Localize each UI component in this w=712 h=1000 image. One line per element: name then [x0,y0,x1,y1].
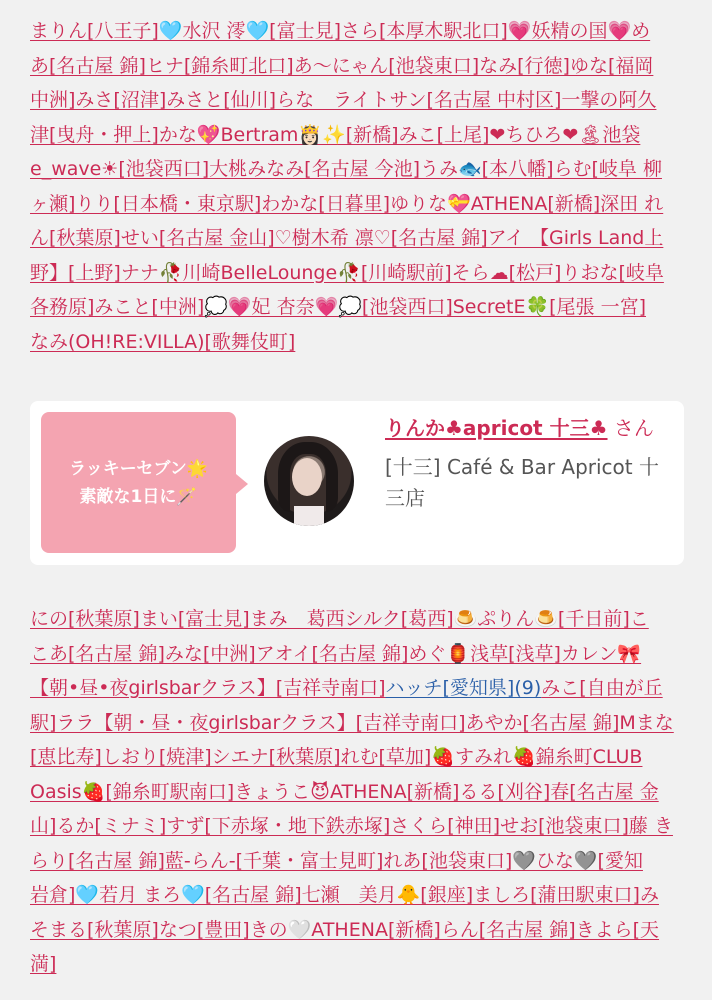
feed-line[interactable]: Oasis🍓[錦糸町駅南口]きょうこ😈ATHENA[新橋]るる[刈谷]春[名古屋 金 [30,780,659,803]
feed-line[interactable]: 駅]ララ【朝・昼・夜girlsbarクラス】[吉祥寺南口]あやか[名古屋 錦]Mまな [30,711,674,734]
feed-line[interactable]: e_wave☀[池袋西口]大桃みなみ[名古屋 今池]うみ🐟[本八幡]らむ[岐阜 柳 [30,158,662,180]
avatar-collar [294,506,324,526]
feed-line[interactable]: 満] [30,953,57,975]
lucky-seven-badge [41,412,236,553]
badge-line-1: ラッキーセブン🌟 [69,458,208,479]
avatar-face [292,458,322,496]
cast-feed-bottom [0,588,704,982]
feed-line[interactable]: らり[名古屋 錦]藍-らん-[千葉・富士見町]れあ[池袋東口]🩶ひな🩶[愛知 [30,849,643,872]
badge-line-2: 素敵な1日に🪄 [79,486,198,507]
feed-line[interactable]: [恵比寿]しおり[焼津]シエナ[秋葉原]れむ[草加]🍓すみれ🍓錦糸町CLUB [30,746,643,768]
feed-line[interactable]: 津[曳舟・押上]かな💖Bertram👸🏻✨[新橋]みこ[上尾]❤ちひろ❤🏝池袋 [30,123,641,146]
cast-info [385,413,675,514]
feed-line[interactable]: にの[秋葉原]まい[富士見]まみ 葛西シルク[葛西]🍮ぷりん🍮[千日前]こ [30,608,649,630]
avatar[interactable] [264,436,354,526]
feed-line[interactable]: 【朝•昼•夜girlsbarクラス】[吉祥寺南口]ハッチ[愛知県](9)みこ[自由が丘 [30,677,663,699]
feed-line[interactable]: ヶ瀬]りり[日本橋・東京駅]わかな[日暮里]ゆりな💝ATHENA[新橋]深田 れ [30,192,664,215]
feed-line[interactable]: 岩倉]🩵若月 まろ🩵[名古屋 錦]七瀬 美月🐥[銀座]ましろ[蒲田駅東口]み [30,884,659,906]
shop-name: [十三] Café & Bar Apricot 十三店 [385,455,659,510]
cast-name-link[interactable]: りんか♣apricot 十三♣ [385,416,608,440]
cast-honorific: さん [613,416,654,440]
blue-link[interactable]: ハッチ[愛知県](9) [385,677,542,699]
feed-line[interactable]: 各務原]みこと[中洲]💭💗妃 杏奈💗💭[池袋西口]SecretE🍀[尾張 一宮] [30,296,646,318]
lucky-seven-card[interactable] [30,401,684,565]
feed-line[interactable]: こあ[名古屋 錦]みな[中洲]アオイ[名古屋 錦]めぐ🏮浅草[浅草]カレン🎀 [30,642,642,665]
feed-line[interactable]: そまる[秋葉原]なつ[豊田]きの🤍ATHENA[新橋]らん[名古屋 錦]きよら[天 [30,918,660,941]
feed-line[interactable]: 中洲]みさ[沼津]みさと[仙川]らな ライトサン[名古屋 中村区]一撃の阿久 [30,89,657,111]
cast-feed-top [0,0,712,386]
feed-line[interactable]: ん[秋葉原]せい[名古屋 金山]♡樹木希 凛♡[名古屋 錦]アイ 【Girls Land上 [30,227,664,249]
feed-line[interactable]: なみ(OH!RE:VILLA)[歌舞伎町] [30,330,296,353]
feed-line[interactable]: あ[名古屋 錦]ヒナ[錦糸町北口]あ〜にゃん[池袋東口]なみ[行徳]ゆな[福岡 [30,54,654,77]
feed-line[interactable]: 山]るか[ミナミ]すず[下赤塚・地下鉄赤塚]さくら[神田]せお[池袋東口]藤 き [30,815,673,837]
feed-line[interactable]: 野】[上野]ナナ🥀川崎BelleLounge🥀[川崎駅前]そら☁[松戸]りおな[岐阜 [30,261,664,284]
feed-line[interactable]: まりん[八王子]🩵水沢 澪🩵[富士見]さら[本厚木駅北口]💗妖精の国💗め [30,20,651,42]
